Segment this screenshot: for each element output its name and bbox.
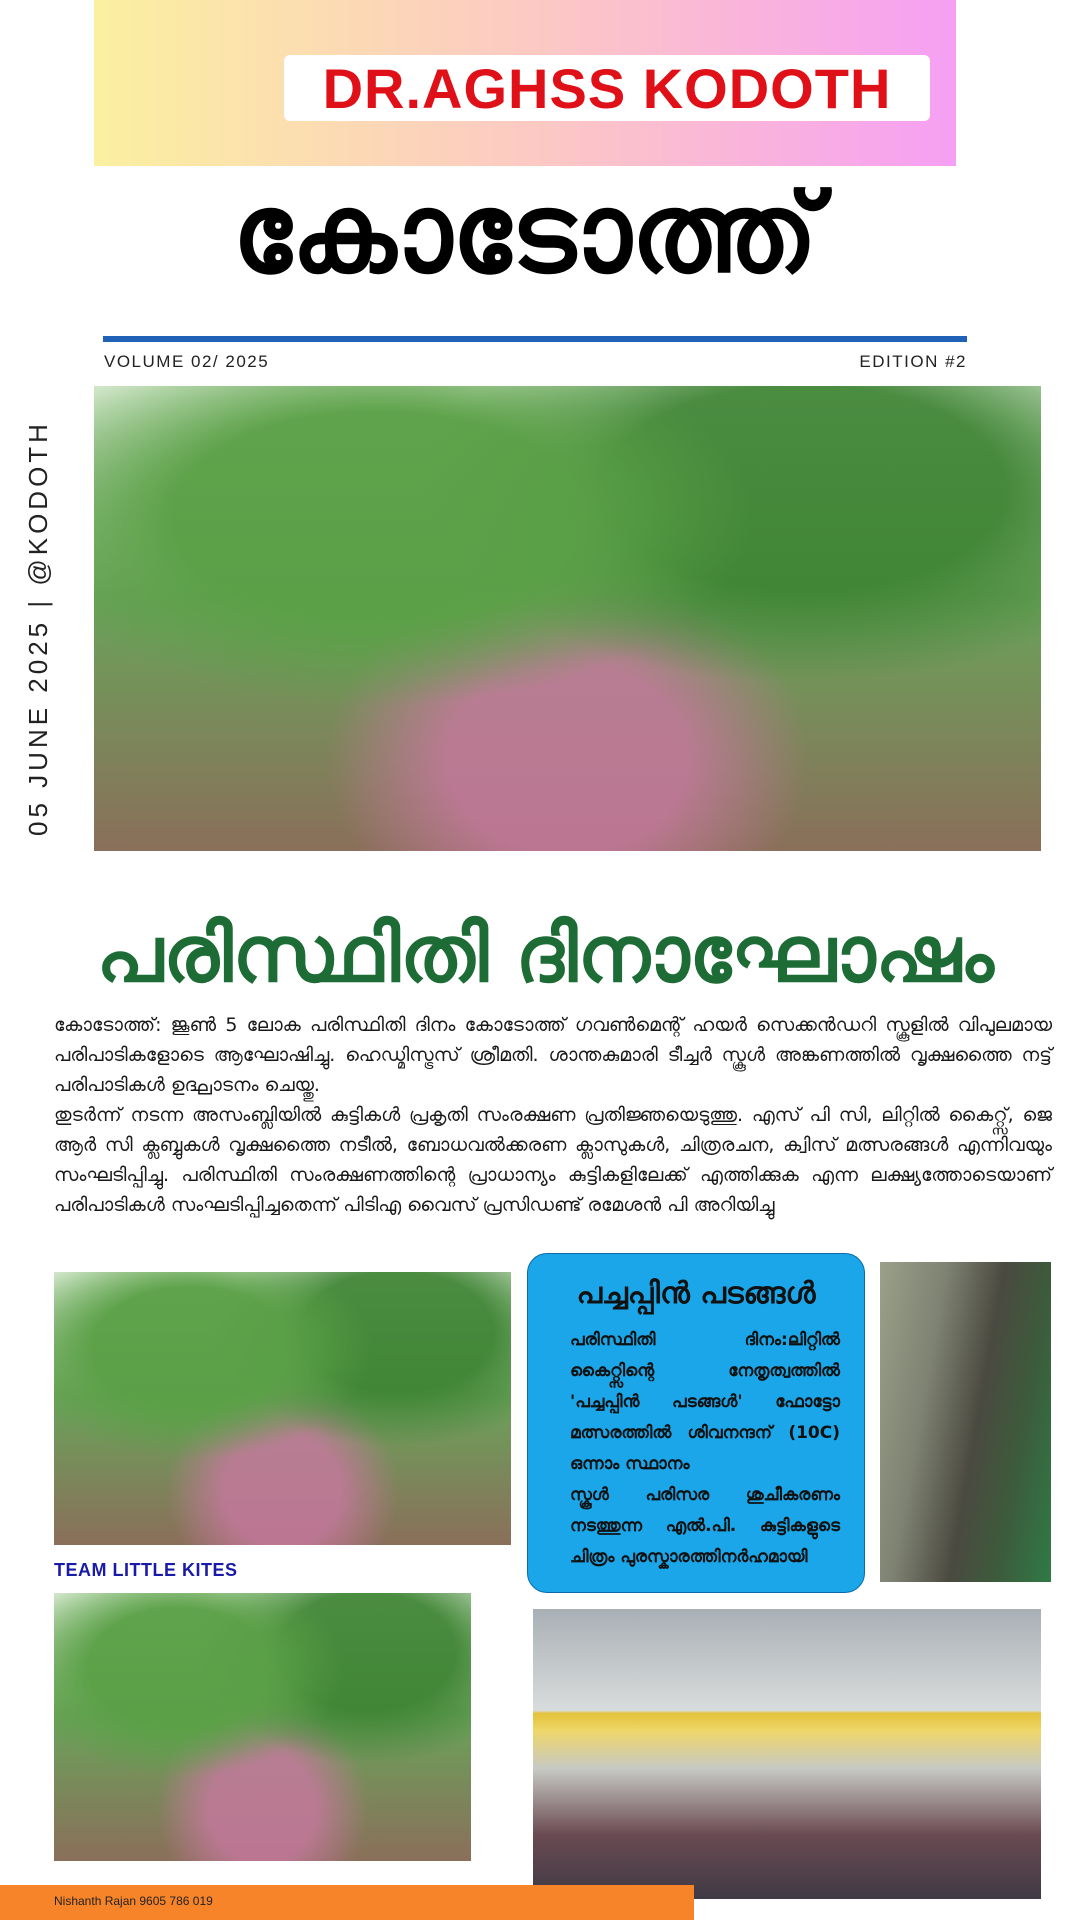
date-handle-vertical: 05 JUNE 2025 | @KODOTH xyxy=(22,420,53,836)
header-rule xyxy=(103,336,967,342)
school-name-box xyxy=(284,55,930,121)
header-banner xyxy=(94,0,956,166)
main-tree-planting-photo xyxy=(94,386,1041,851)
callout-body xyxy=(552,1325,840,1573)
callout-item: സ്കൂൾ പരിസര ശുചീകരണം നടത്തുന്ന എൽ.പി. കുട്ടികളുടെ ചിത്രം പുരസ്കാരത്തിനർഹമായി xyxy=(570,1485,840,1567)
callout-box xyxy=(527,1253,865,1593)
cleaning-activity-photo xyxy=(880,1262,1051,1582)
photo-caption: TEAM LITTLE KITES xyxy=(54,1560,238,1580)
article-paragraph-1: കോടോത്ത്: ജൂൺ 5 ലോക പരിസ്ഥിതി ദിനം കോടോത്ത് ഗവൺമെന്റ് ഹയർ സെക്കൻഡറി സ്കൂളിൽ വിപുലമായ പരിപാടികളോടെ ആഘോഷിച്ചു. ഹെഡ്മിസ്ട്രസ് ശ്രീമതി. ശാന്തകുമാരി ടീച്ചർ സ്കൂൾ അങ്കണത്തിൽ വൃക്ഷത്തൈ നട്ട് പരിപാടികൾ ഉദ്ഘാടനം ചെയ്തു. xyxy=(54,1014,1052,1096)
article-headline: പരിസ്ഥിതി ദിനാഘോഷം xyxy=(96,909,994,1000)
edition-label: EDITION #2 xyxy=(859,352,967,371)
callout-title: പച്ചപ്പിൻ പടങ്ങൾ xyxy=(576,1276,816,1311)
little-kites-planting-photo xyxy=(54,1272,511,1545)
group-assembly-photo xyxy=(54,1593,471,1861)
volume-label: VOLUME 02/ 2025 xyxy=(104,352,270,371)
newspaper-masthead: കോടോത്ത് xyxy=(232,168,818,297)
callout-item: പരിസ്ഥിതി ദിനം:ലിറ്റിൽ കൈറ്റ്സിന്റെ നേതൃത്വത്തിൽ 'പച്ചപ്പിൻ പടങ്ങൾ' ഫോട്ടോ മത്സരത്തിൽ ശിവനന്ദന് (10C) ഒന്നാം സ്ഥാനം xyxy=(570,1330,840,1474)
article-paragraph-2: തുടർന്ന് നടന്ന അസംബ്ലിയിൽ കുട്ടികൾ പ്രകൃതി സംരക്ഷണ പ്രതിജ്ഞയെടുത്തു. എസ് പി സി, ലിറ്റിൽ കൈറ്റ്സ്, ജെ ആർ സി ക്ലബ്ബുകൾ വൃക്ഷത്തൈ നടീൽ, ബോധവൽക്കരണ ക്ലാസുകൾ, ചിത്രരചന, ക്വിസ് മത്സരങ്ങൾ എന്നിവയും സംഘടിപ്പിച്ചു. പരിസ്ഥിതി സംരക്ഷണത്തിന്റെ പ്രാധാന്യം കുട്ടികളിലേക്ക് എത്തിക്കുക എന്ന ലക്ഷ്യത്തോടെയാണ് പരിപാടികൾ സംഘടിപ്പിച്ചതെന്ന് പിടിഎ വൈസ് പ്രസിഡണ്ട് രമേശൻ പി അറിയിച്ചു xyxy=(54,1104,1052,1216)
article-body xyxy=(54,1010,1052,1220)
school-hall-assembly-photo xyxy=(533,1609,1041,1899)
footer-credit: Nishanth Rajan 9605 786 019 xyxy=(54,1894,213,1908)
school-name: DR.AGHSS KODOTH xyxy=(322,56,892,120)
